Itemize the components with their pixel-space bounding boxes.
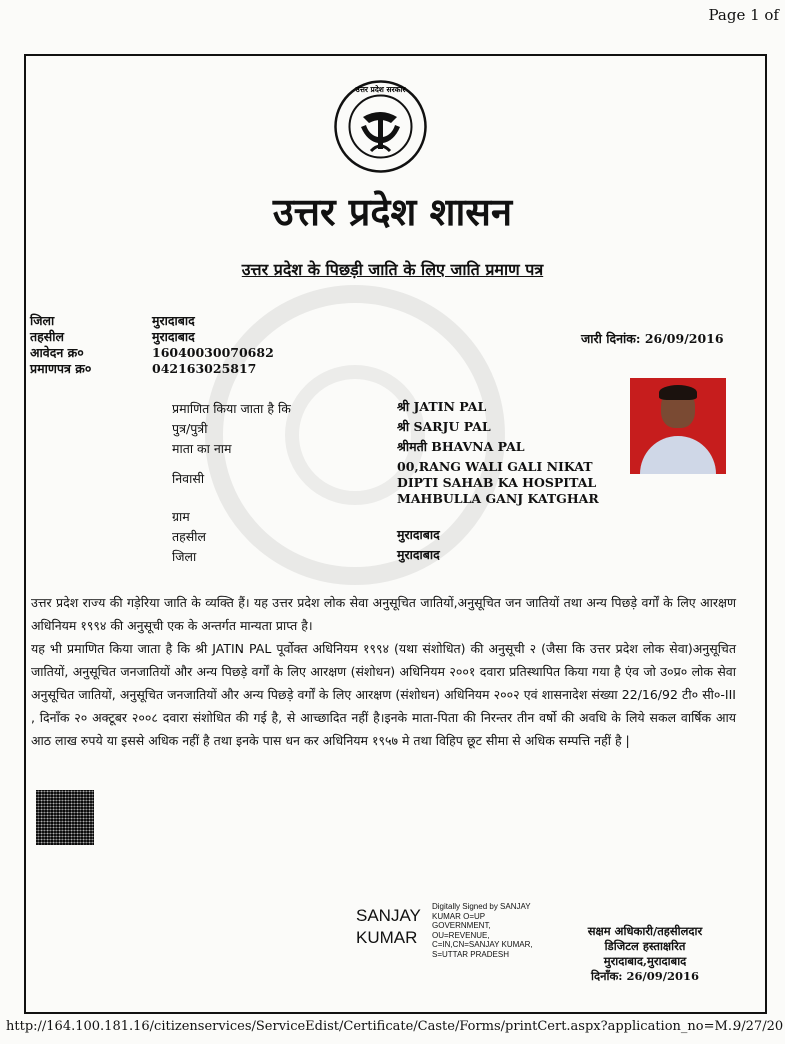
meta-value: मुरादाबाद	[152, 313, 195, 328]
digital-signature-details	[432, 902, 542, 959]
officer-line: सक्षम अधिकारी/तहसीलदार	[587, 924, 703, 938]
meta-label: आवेदन क्र०	[30, 345, 84, 360]
detail-value: श्री SARJU PAL	[397, 419, 491, 434]
print-footer-url: http://164.100.181.16/citizenservices/ServiceEdist/Certificate/Caste/Forms/printCert.aspx?application_no=M...	[6, 1019, 741, 1034]
photo-shirt	[640, 436, 716, 474]
detail-value: श्रीमती BHAVNA PAL	[397, 439, 525, 454]
detail-value: श्री JATIN PAL	[397, 399, 487, 414]
applicant-photo	[630, 378, 726, 474]
issue-date	[581, 330, 724, 347]
officer-line: दिनाँक: 26/09/2016	[591, 969, 699, 983]
meta-row-district	[30, 313, 274, 329]
detail-label: प्रमाणित किया जाता है कि	[172, 401, 291, 416]
officer-line: डिजिटल हस्ताक्षरित	[604, 939, 686, 953]
page-title: उत्तर प्रदेश शासन	[272, 190, 513, 234]
signature-detail-line: OU=REVENUE,	[432, 930, 490, 940]
meta-value: 16040030070682	[152, 345, 274, 360]
signer-name-line: SANJAY	[356, 906, 421, 925]
detail-value: मुरादाबाद	[397, 527, 440, 542]
meta-row-application-no	[30, 345, 274, 361]
detail-value	[397, 507, 637, 527]
meta-label: प्रमाणपत्र क्र०	[30, 361, 92, 376]
detail-value: मुरादाबाद	[397, 547, 440, 562]
detail-label: माता का नाम	[172, 441, 232, 456]
emblem-text: उत्तर प्रदेश सरकार	[355, 85, 406, 94]
issue-date-label: जारी दिनांक:	[581, 331, 641, 346]
certificate-subtitle: उत्तर प्रदेश के पिछड़ी जाति के लिए जाति प्रमाण पत्र	[241, 260, 544, 279]
detail-row-district	[172, 547, 637, 567]
meta-row-tehsil	[30, 329, 274, 345]
issue-date-value: 26/09/2016	[644, 331, 724, 346]
detail-row-tehsil	[172, 527, 637, 547]
photo-hair	[659, 385, 697, 400]
meta-label: तहसील	[30, 329, 64, 344]
meta-value: मुरादाबाद	[152, 329, 195, 344]
meta-row-certificate-no	[30, 361, 274, 377]
print-footer-date: 9/27/20	[733, 1019, 784, 1034]
signer-name	[356, 905, 421, 949]
detail-row-name	[172, 399, 637, 419]
meta-label: जिला	[30, 313, 55, 328]
detail-label: निवासी	[172, 471, 205, 486]
detail-label: जिला	[172, 549, 197, 564]
detail-label: पुत्र/पुत्री	[172, 421, 208, 436]
detail-row-address	[172, 459, 637, 507]
body-paragraph: उत्तर प्रदेश राज्य की गड़ेरिया जाति के व्यक्ति हैं। यह उत्तर प्रदेश लोक सेवा अनुसूचित जातियों,अनुसूचित जन जातियों तथा अन्य पिछड़े वर्गों के लिए आरक्षण अधिनियम १९९४ की अनुसूची एक के अन्तर्गत मान्यता प्राप्त है।	[31, 595, 736, 633]
signature-detail-line: S=UTTAR PRADESH	[432, 949, 509, 959]
signature-detail-line: C=IN,CN=SANJAY KUMAR,	[432, 940, 533, 949]
up-government-emblem	[333, 79, 428, 174]
officer-line: मुरादाबाद,मुरादाबाद	[603, 954, 687, 968]
detail-label: तहसील	[172, 529, 206, 544]
meta-value: 042163025817	[152, 361, 257, 376]
detail-row-mother	[172, 439, 637, 459]
detail-row-village	[172, 507, 637, 527]
issuing-officer	[565, 924, 725, 984]
signature-detail-line: KUMAR O=UP	[432, 911, 486, 921]
signature-detail-line: GOVERNMENT,	[432, 921, 491, 930]
detail-label: ग्राम	[172, 509, 190, 524]
detail-value: 00,RANG WALI GALI NIKAT DIPTI SAHAB KA HOSPITAL MAHBULLA GANJ KATGHAR	[397, 459, 599, 506]
signature-detail-line: Digitally Signed by SANJAY	[432, 902, 531, 911]
qr-code	[36, 790, 94, 845]
signer-name-line: KUMAR	[356, 928, 418, 947]
certificate-body	[31, 591, 736, 752]
page-number: Page 1 of	[708, 6, 779, 24]
body-paragraph: यह भी प्रमाणित किया जाता है कि श्री JATIN PAL पूर्वोक्त अधिनियम १९९४ (यथा संशोधित) की अनुसूची २ (जैसा कि उत्तर प्रदेश लोक सेवा)अनुसूचित जातियों, अनुसूचित जनजातियों और अन्य पिछड़े वर्गों के लिए आरक्षण (संशोधन) अधिनियम २००१ दवारा प्रतिस्थापित किया गया है एंव जो उ०प्र० लोक सेवा अनुसूचित जातियों, अनुसूचित जनजातियों और अन्य पिछड़े वर्गों के लिए आरक्षण (संशोधन) अधिनियम २००२ एवं शासनादेश संख्या 22/16/92 टी० सी०-III , दिनाँक २० अक्टूबर २००८ दवारा संशोधित की गई है, से आच्छादित नहीं है।इनके माता-पिता की निरन्तर तीन वर्षो की अवधि के लिये सकल वार्षिक आय आठ लाख रुपये या इससे अधिक नहीं है तथा इनके पास धन कर अधिनियम १९५७ मे तथा विहिप छूट सीमा से अधिक सम्पत्ति नहीं है |	[31, 641, 736, 748]
meta-block	[30, 313, 274, 377]
applicant-details	[172, 399, 637, 567]
detail-row-parent	[172, 419, 637, 439]
